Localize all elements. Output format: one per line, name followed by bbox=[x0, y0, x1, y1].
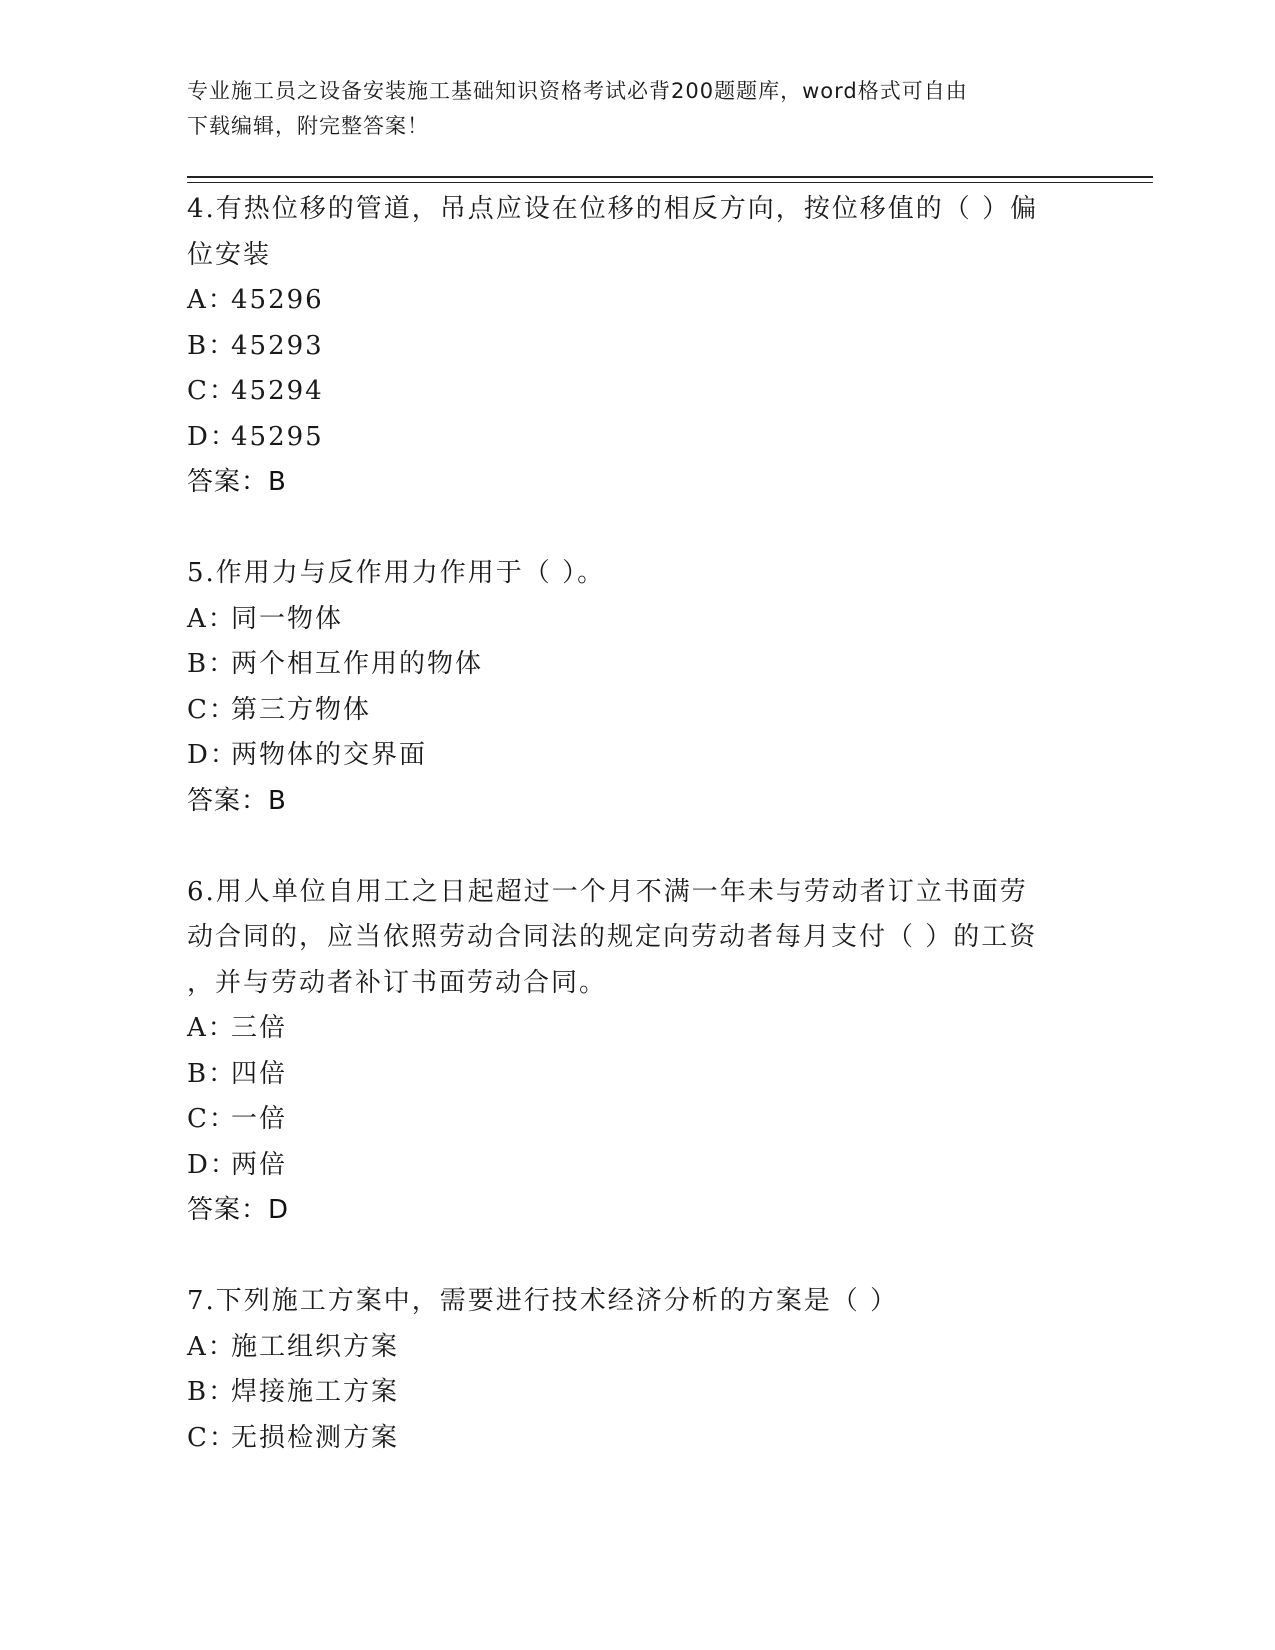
header-divider-thick bbox=[187, 176, 1153, 178]
option-text: 第三方物体 bbox=[231, 694, 372, 725]
option-d bbox=[187, 733, 1087, 779]
option-text: 焊接施工方案 bbox=[231, 1377, 400, 1407]
option-letter: A： bbox=[187, 1331, 236, 1362]
option-b bbox=[187, 1370, 1087, 1416]
answer-line: 答案：B bbox=[187, 467, 287, 497]
option-c bbox=[187, 1097, 1087, 1143]
option-text: 一倍 bbox=[231, 1104, 288, 1134]
stem-line: 4.有热位移的管道，吊点应设在位移的相反方向，按位移值的（ ）偏 bbox=[187, 194, 1039, 224]
question-stem bbox=[187, 187, 1087, 278]
option-letter: C： bbox=[187, 1104, 237, 1134]
question-5 bbox=[187, 551, 1087, 824]
option-text: 45295 bbox=[231, 421, 324, 452]
stem-line: 6.用人单位自用工之日起超过一个月不满一年未与劳动者订立书面劳 bbox=[187, 876, 1028, 907]
option-text: 45293 bbox=[231, 330, 324, 361]
option-a bbox=[187, 1006, 1087, 1052]
option-b bbox=[187, 1052, 1087, 1098]
stem-line: 位安装 bbox=[187, 239, 272, 270]
question-4 bbox=[187, 187, 1087, 506]
option-text: 同一物体 bbox=[231, 603, 344, 634]
document-header bbox=[187, 74, 1067, 144]
option-d bbox=[187, 415, 1087, 461]
spacer bbox=[187, 506, 1087, 552]
option-d bbox=[187, 1143, 1087, 1189]
option-text: 两物体的交界面 bbox=[231, 740, 428, 770]
question-stem bbox=[187, 551, 1087, 597]
spacer bbox=[187, 824, 1087, 870]
option-letter: D： bbox=[187, 1149, 238, 1180]
question-7 bbox=[187, 1279, 1087, 1461]
question-6 bbox=[187, 870, 1087, 1234]
option-letter: B： bbox=[187, 330, 237, 361]
option-letter: A： bbox=[187, 285, 236, 315]
option-letter: B： bbox=[187, 1058, 237, 1089]
option-b bbox=[187, 324, 1087, 370]
header-divider-thin bbox=[187, 182, 1153, 183]
option-c bbox=[187, 369, 1087, 415]
answer-line: 答案：D bbox=[187, 1195, 290, 1225]
option-text: 无损检测方案 bbox=[231, 1422, 400, 1453]
option-letter: B： bbox=[187, 649, 237, 679]
option-a bbox=[187, 278, 1087, 324]
option-letter: C： bbox=[187, 1422, 237, 1453]
option-text: 45296 bbox=[231, 285, 324, 315]
option-letter: D： bbox=[187, 740, 238, 770]
header-line-1: 专业施工员之设备安装施工基础知识资格考试必背200题题库，word格式可自由 bbox=[187, 79, 968, 103]
option-letter: C： bbox=[187, 376, 237, 406]
option-letter: C： bbox=[187, 694, 237, 725]
option-text: 四倍 bbox=[231, 1058, 288, 1089]
option-letter: A： bbox=[187, 1013, 236, 1043]
stem-line: 动合同的，应当依照劳动合同法的规定向劳动者每月支付（ ）的工资 bbox=[187, 922, 1038, 952]
stem-line: ，并与劳动者补订书面劳动合同。 bbox=[187, 967, 608, 998]
option-a bbox=[187, 1325, 1087, 1371]
option-b bbox=[187, 642, 1087, 688]
option-text: 两倍 bbox=[231, 1149, 288, 1180]
option-c bbox=[187, 1416, 1087, 1462]
header-line-2: 下载编辑，附完整答案！ bbox=[187, 114, 429, 138]
option-a bbox=[187, 597, 1087, 643]
question-stem bbox=[187, 1279, 1087, 1325]
option-text: 两个相互作用的物体 bbox=[231, 649, 484, 679]
option-text: 三倍 bbox=[231, 1013, 288, 1043]
option-text: 施工组织方案 bbox=[231, 1331, 400, 1362]
question-stem bbox=[187, 870, 1087, 1007]
answer-line: 答案：B bbox=[187, 785, 287, 816]
option-text: 45294 bbox=[231, 376, 324, 406]
stem-line: 7.下列施工方案中，需要进行技术经济分析的方案是（ ） bbox=[187, 1286, 899, 1316]
option-c bbox=[187, 688, 1087, 734]
question-list bbox=[187, 187, 1087, 1461]
option-letter: B： bbox=[187, 1377, 237, 1407]
option-letter: D： bbox=[187, 421, 238, 452]
option-letter: A： bbox=[187, 603, 236, 634]
stem-line: 5.作用力与反作用力作用于（ ）。 bbox=[187, 558, 606, 588]
spacer bbox=[187, 1234, 1087, 1280]
